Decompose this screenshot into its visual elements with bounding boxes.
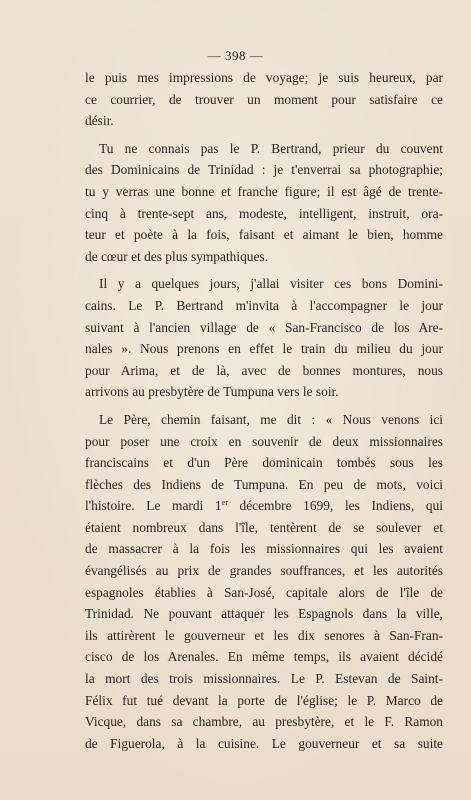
text-line: Vicque, dans sa chambre, au presbytère, et le F. Ramon [85,714,443,730]
text-line: Le Père, chemin faisant, me dit : « Nous venons ici [99,411,443,427]
text-line: ils attirèrent le gouverneur et les dix senores à San-Fran- [85,627,443,643]
text-line: Tu ne connais pas le P. Bertrand, prieur du couvent [99,140,443,156]
text-line: franciscains et d'un Père dominicain tombés sous les [85,455,443,471]
text-line: Il y a quelques jours, j'allai visiter ces bons Domini- [99,276,443,292]
text-line: espagnoles établies à San-José, capitale alors de l'île de [85,584,443,600]
page-number: — 398 — [207,48,264,63]
text-line: cains. Le P. Bertrand m'invita à l'accompagner le jour [85,297,443,313]
text-line: teur et poète à la fois, faisant et aimant le bien, homme [85,227,443,243]
paragraph-2 [85,138,443,268]
text-line: étaient nombreux dans l'île, tentèrent de se soulever et [85,519,443,535]
text-line: cinq à trente-sept ans, modeste, intelligent, instruit, ora- [85,205,443,221]
text-line: Félix fut tué devant la porte de l'église; le P. Marco de [85,692,443,708]
text-line: de cœur et des plus sympathiques. [85,248,268,264]
text-line: tu y verras une bonne et franche figure; il est âgé de trente- [85,183,443,199]
paragraph-1 [85,67,443,132]
text-line: pour Arima, et de là, avec de bonnes montures, nous [85,362,443,378]
text-line: la mort des trois missionnaires. Le P. Estevan de Saint- [85,671,443,687]
text-line: cisco de los Arenales. En même temps, ils avaient décidé [85,649,443,665]
paragraph-4 [85,409,443,755]
text-line: de Figuerola, à la cuisine. Le gouverneur et sa suite [85,735,443,751]
ordinal-superscript: er [221,498,228,508]
paragraph-3 [85,273,443,403]
text-line: le puis mes impressions de voyage; je suis heureux, par [85,70,443,85]
text-line: des Dominicains de Trinidad : je t'enverrai sa photographie; [85,162,443,178]
text-line: de massacrer à la fois les missionnaires qui les avaient [85,541,443,557]
text-line-with-superscript: l'histoire. Le mardi 1er décembre 1699, les Indiens, qui [85,498,443,514]
text-line: ce courrier, de trouver un moment pour satisfaire ce [85,91,443,107]
text-line: arrivons au presbytère de Tumpuna vers le soir. [85,384,339,400]
text-line: évangélisés au prix de grandes souffrances, et les autorités [85,563,443,579]
text-line: désir. [85,113,114,129]
text-line: flèches des Indiens de Tumpuna. En peu de mots, voici [85,476,443,492]
text-line: nales ». Nous prenons en effet le train du milieu du jour [85,341,443,357]
text-line: Trinidad. Ne pouvant attaquer les Espagnols dans la ville, [85,606,443,622]
body-text [85,67,443,760]
text-line: pour poser une croix en souvenir de deux missionnaires [85,433,443,449]
text-line: suivant à l'ancien village de « San-Francisco de los Are- [85,319,443,335]
